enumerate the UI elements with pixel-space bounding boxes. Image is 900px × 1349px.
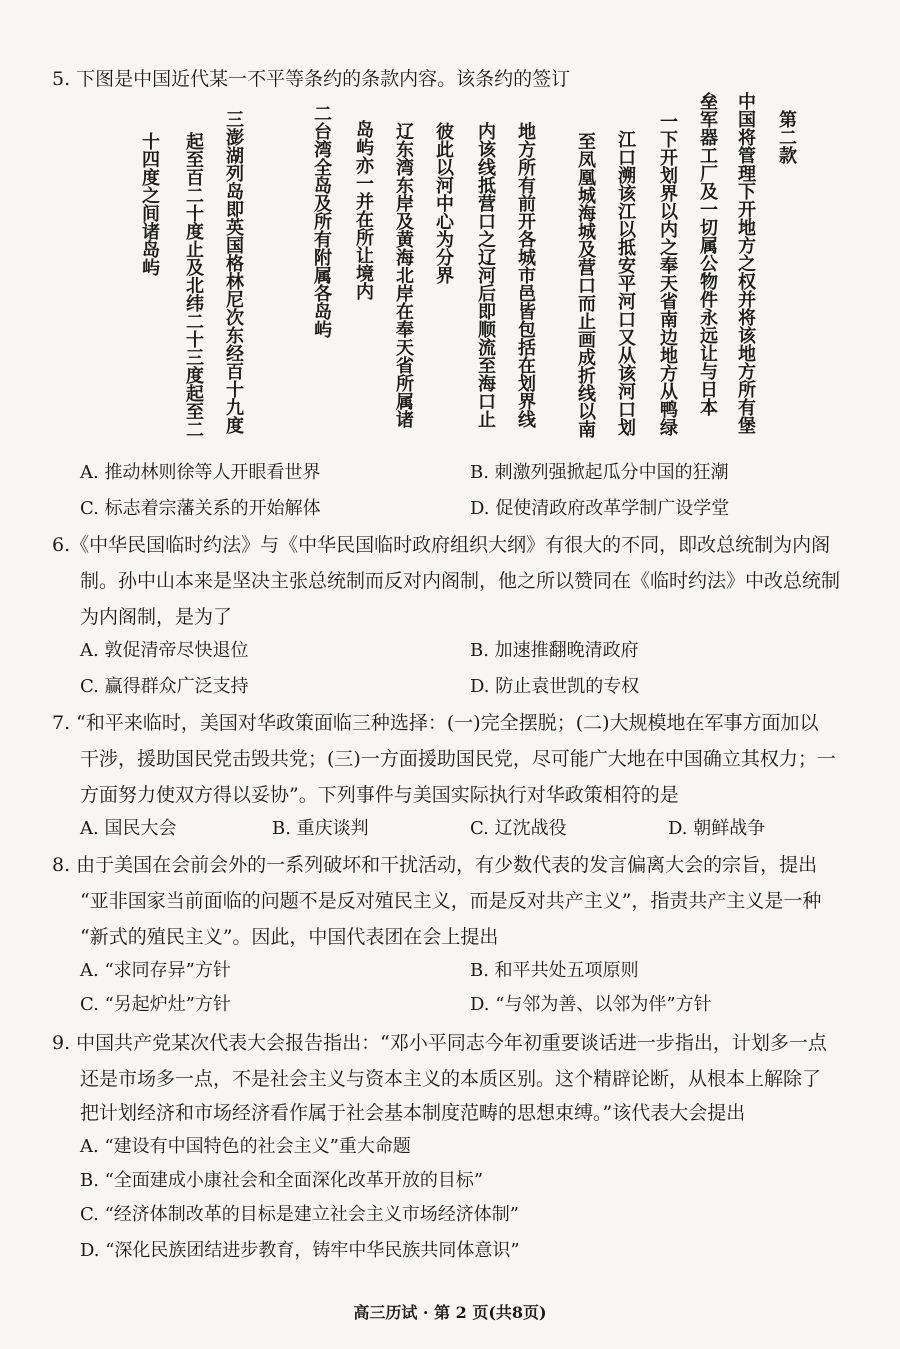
q6-line-2: 制。孙中山本来是坚决主张总统制而反对内阁制，他之所以赞同在《临时约法》中改总统制 bbox=[80, 570, 841, 592]
q7-option-c: C. 辽沈战役 bbox=[470, 818, 567, 839]
q8-line-3: “新式的殖民主义”。因此，中国代表团在会上提出 bbox=[80, 926, 499, 948]
q5-option-a: A. 推动林则徐等人开眼看世界 bbox=[80, 462, 321, 483]
treaty-column: 岛屿亦一并在所让境内 bbox=[353, 120, 374, 300]
treaty-column: 江口溯该江以抵安平河口又从该河口划 bbox=[615, 130, 636, 436]
q9-line-1: 9. 中国共产党某次代表大会报告指出：“邓小平同志今年初重要谈话进一步指出，计划多一点 bbox=[52, 1032, 827, 1054]
q9-line-3: 把计划经济和市场经济看作属于社会基本制度范畴的思想束缚。”该代表大会提出 bbox=[80, 1102, 746, 1124]
q6-option-b: B. 加速推翻晚清政府 bbox=[470, 640, 639, 661]
treaty-column: 二台湾全岛及所有附属各岛屿 bbox=[311, 104, 332, 338]
q9-line-2: 还是市场多一点，不是社会主义与资本主义的本质区别。这个精辟论断，从根本上解除了 bbox=[80, 1068, 822, 1090]
q8-line-2: “亚非国家当前面临的问题不是反对殖民主义，而是反对共产主义”，指责共产主义是一种 bbox=[80, 890, 822, 912]
q5-option-b: B. 刺激列强掀起瓜分中国的狂潮 bbox=[470, 462, 729, 483]
q7-line-2: 干涉，援助国民党击毁共党；(三)一方面援助国民党，尽可能广大地在中国确立其权力；一 bbox=[80, 748, 836, 770]
q8-option-b: B. 和平共处五项原则 bbox=[470, 960, 639, 981]
treaty-column: 一下开划界以内之奉天省南边地方从鸭绿 bbox=[657, 112, 678, 436]
treaty-column: 三澎湖列岛即英国格林尼次东经百十九度 bbox=[223, 110, 244, 434]
treaty-column: 地方所有前开各城市邑皆包括在划界线 bbox=[515, 122, 536, 428]
q8-line-1: 8. 由于美国在会前会外的一系列破坏和干扰活动，有少数代表的发言偏离大会的宗旨，提出 bbox=[52, 854, 818, 876]
q8-option-d: D. “与邻为善、以邻为伴”方针 bbox=[470, 994, 712, 1015]
q5-option-d: D. 促使清政府改革学制广设学堂 bbox=[470, 498, 730, 519]
treaty-column: 彼此以河中心为分界 bbox=[433, 122, 454, 284]
q7-option-d: D. 朝鲜战争 bbox=[668, 818, 766, 839]
treaty-text bbox=[130, 92, 800, 442]
treaty-column: 至凤凰城海城及营口而止画成折线以南 bbox=[575, 132, 596, 438]
q5-option-c: C. 标志着宗藩关系的开始解体 bbox=[80, 498, 321, 519]
treaty-column: 十四度之间诸岛屿 bbox=[139, 132, 160, 276]
q7-line-1: 7. “和平来临时，美国对华政策面临三种选择：(一)完全摆脱；(二)大规模地在军事方面加以 bbox=[52, 712, 819, 734]
treaty-column: 内该线抵营口之辽河后即顺流至海口止 bbox=[475, 122, 496, 428]
q7-line-3: 方面努力使双方得以妥协”。下列事件与美国实际执行对华政策相符的是 bbox=[80, 784, 679, 806]
treaty-column: 中国将管理下开地方之权并将该地方所有堡 bbox=[735, 92, 756, 434]
q8-option-a: A. “求同存异”方针 bbox=[80, 960, 231, 981]
q7-option-a: A. 国民大会 bbox=[80, 818, 177, 839]
q6-option-d: D. 防止袁世凯的专权 bbox=[470, 676, 640, 697]
q9-option-c: C. “经济体制改革的目标是建立社会主义市场经济体制” bbox=[80, 1204, 519, 1225]
treaty-column: 起至百二十度止及北纬二十三度起至二 bbox=[183, 132, 204, 438]
q7-option-b: B. 重庆谈判 bbox=[272, 818, 369, 839]
q6-option-a: A. 敦促清帝尽快退位 bbox=[80, 640, 249, 661]
q9-option-b: B. “全面建成小康社会和全面深化改革开放的目标” bbox=[80, 1170, 484, 1191]
page-footer: 高三历试 · 第 2 页(共8页) bbox=[353, 1303, 547, 1322]
treaty-column: 垒军器工厂及一切属公物件永远让与日本 bbox=[697, 92, 718, 416]
q8-option-c: C. “另起炉灶”方针 bbox=[80, 994, 231, 1015]
treaty-column: 第二款 bbox=[776, 110, 797, 164]
q9-option-a: A. “建设有中国特色的社会主义”重大命题 bbox=[80, 1136, 411, 1157]
q6-line-3: 为内阁制，是为了 bbox=[80, 606, 233, 628]
q6-option-c: C. 赢得群众广泛支持 bbox=[80, 676, 249, 697]
q9-option-d: D. “深化民族团结进步教育，铸牢中华民族共同体意识” bbox=[80, 1240, 520, 1261]
q6-line-1: 6.《中华民国临时约法》与《中华民国临时政府组织大纲》有很大的不同，即改总统制为内阁 bbox=[52, 534, 831, 556]
q5-stem: 5. 下图是中国近代某一不平等条约的条款内容。该条约的签订 bbox=[52, 68, 571, 90]
treaty-column: 辽东湾东岸及黄海北岸在奉天省所属诸 bbox=[393, 122, 414, 428]
